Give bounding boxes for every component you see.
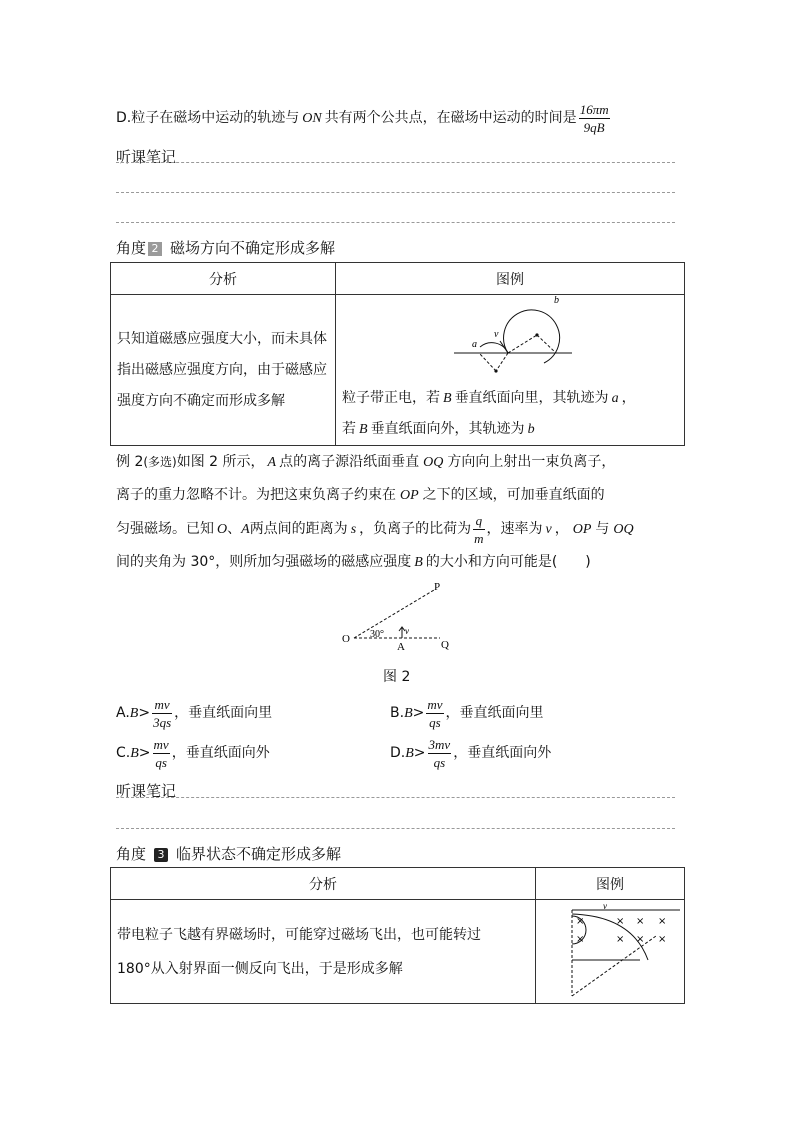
caption-text: 垂直纸面向里，其轨迹为 xyxy=(454,390,609,406)
text: 、 xyxy=(227,521,242,537)
option-d-numerator: 16πm xyxy=(579,101,609,117)
trajectory-figure xyxy=(446,295,676,379)
example-2-line-1 xyxy=(116,446,686,479)
label-b: b xyxy=(554,295,559,306)
section-3-title: 临界状态不确定形成多解 xyxy=(176,845,342,863)
analysis-line: 180°从入射界面一侧反向飞出，于是形成多解 xyxy=(117,960,403,977)
caption-text: 粒子带正电，若 xyxy=(342,390,440,406)
caption-text: 若 xyxy=(342,421,356,437)
text: 离子的重力忽略不计。为把这束负离子约束在 xyxy=(116,487,396,503)
label-a: a xyxy=(472,339,477,350)
option-fraction xyxy=(153,738,170,769)
section-3-col-analysis: 分析 xyxy=(111,868,536,900)
text: ，速率为 xyxy=(486,521,543,537)
option-direction: ，垂直纸面向里 xyxy=(174,705,273,721)
text: ， xyxy=(554,521,569,537)
notes-line xyxy=(116,192,675,193)
section-3-badge: 3 xyxy=(154,848,168,862)
denominator: qs xyxy=(433,754,446,770)
section-2-col-analysis: 分析 xyxy=(111,263,336,295)
option-b xyxy=(390,694,544,733)
option-direction: ，垂直纸面向外 xyxy=(453,745,552,761)
text: 匀强磁场。已知 xyxy=(116,521,214,537)
diagonal-dash xyxy=(572,936,656,996)
line-op xyxy=(354,590,434,638)
label-p: P xyxy=(434,581,441,593)
option-d-middle: 共有两个公共点，在磁场中运动的时间是 xyxy=(324,110,577,126)
option-d-denominator: 9qB xyxy=(583,119,605,135)
var: B xyxy=(405,746,414,761)
gt: > xyxy=(412,705,425,721)
option-a xyxy=(116,694,272,733)
text: 间的夹角为 30°，则所加匀强磁场的磁感应强度 xyxy=(116,554,412,570)
gt: > xyxy=(138,745,151,761)
notes-label-2: 听课笔记 xyxy=(116,782,177,800)
option-label: B. xyxy=(390,705,405,721)
caption-var-b-small: b xyxy=(527,422,535,437)
notes-line xyxy=(116,797,675,798)
section-2-title: 磁场方向不确定形成多解 xyxy=(170,239,336,257)
field-mark: × xyxy=(658,934,667,945)
radius-b-dash xyxy=(508,335,537,353)
var: s xyxy=(350,522,357,537)
var: O xyxy=(217,522,228,537)
numerator: 3mv xyxy=(428,736,451,752)
notes-line xyxy=(116,828,675,829)
label-v: v xyxy=(405,626,409,636)
option-direction: ，垂直纸面向外 xyxy=(171,745,270,761)
option-d xyxy=(390,734,551,773)
analysis-line: 带电粒子飞越有界磁场时，可能穿过磁场飞出，也可能转过 xyxy=(117,926,481,943)
example-2-line-2 xyxy=(116,479,686,512)
option-c xyxy=(116,734,270,773)
option-label: C. xyxy=(116,745,131,761)
var: B xyxy=(129,706,139,721)
section-3-prefix: 角度 xyxy=(116,845,147,863)
section-2-caption-1 xyxy=(342,383,678,414)
var: v xyxy=(545,522,552,537)
numerator: mv xyxy=(153,736,169,752)
var: OQ xyxy=(423,455,444,470)
option-fraction xyxy=(152,698,172,729)
option-label: A. xyxy=(116,705,130,721)
section-2-col-figure: 图例 xyxy=(336,263,685,295)
field-mark: × xyxy=(636,916,645,927)
field-mark: × xyxy=(658,916,667,927)
label-v: v xyxy=(603,901,607,911)
caption-comma: ， xyxy=(621,390,636,406)
label-q: Q xyxy=(441,639,449,651)
section-3-figure-cell xyxy=(536,900,685,1004)
trajectory-b xyxy=(504,310,560,363)
section-2-analysis-text: 只知道磁感应强度大小，而未具体指出磁感应强度方向，由于磁感应强度方向不确定而形成多解 xyxy=(117,330,327,409)
example-2-paragraph xyxy=(116,446,686,579)
charge-ratio-fraction xyxy=(473,514,484,545)
notes-line xyxy=(116,222,675,223)
label-v: v xyxy=(494,329,499,340)
text: 之下的区域，可加垂直纸面的 xyxy=(422,487,605,503)
denominator: qs xyxy=(429,714,441,730)
option-label: D. xyxy=(390,745,406,761)
text: 两点间的距离为 xyxy=(249,521,348,537)
center-b-dot xyxy=(535,333,538,336)
section-3-analysis-cell xyxy=(111,900,536,1004)
var: A xyxy=(267,455,277,470)
multi-select-tag: (多选) xyxy=(143,455,177,469)
option-d-prefix: D.粒子在磁场中运动的轨迹与 xyxy=(116,110,300,126)
numerator: q xyxy=(473,514,484,530)
section-2-figure-cell xyxy=(336,295,685,446)
section-2-table xyxy=(110,262,685,446)
var: A xyxy=(241,522,250,537)
option-d-fraction xyxy=(579,103,610,134)
section-3-heading xyxy=(116,843,341,864)
label-angle: 30° xyxy=(370,629,384,640)
var: OP xyxy=(400,488,419,503)
section-2-caption-2 xyxy=(342,414,678,445)
numerator: mv xyxy=(427,696,443,712)
example-label: 例 2 xyxy=(116,454,144,470)
numerator: mv xyxy=(152,698,172,714)
var: OP xyxy=(572,522,592,537)
field-mark: × xyxy=(616,916,625,927)
boundary-field-figure xyxy=(536,900,684,1000)
option-direction: ，垂直纸面向里 xyxy=(445,705,544,721)
gt: > xyxy=(138,705,151,721)
text: 的大小和方向可能是( ) xyxy=(425,554,591,570)
field-mark: × xyxy=(616,934,625,945)
section-2-badge: 2 xyxy=(148,242,162,256)
section-3-col-figure: 图例 xyxy=(536,868,685,900)
label-a: A xyxy=(397,641,405,653)
option-fraction xyxy=(428,738,452,769)
radius-b-dash xyxy=(537,335,556,353)
notes-line xyxy=(116,162,675,163)
radius-a-dash xyxy=(480,354,496,371)
var: B xyxy=(130,746,139,761)
text: 与 xyxy=(595,521,610,537)
field-mark: × xyxy=(576,916,585,927)
example-2-line-4 xyxy=(116,546,686,579)
example-2-line-3 xyxy=(116,512,686,546)
caption-var-b: B xyxy=(443,391,452,406)
option-d-line xyxy=(116,100,696,140)
option-d-on: ON xyxy=(302,111,322,126)
notes-label-1: 听课笔记 xyxy=(116,148,177,166)
text: ，负离子的比荷为 xyxy=(359,521,472,537)
label-o: O xyxy=(342,633,350,645)
field-mark: × xyxy=(636,934,645,945)
caption-var-b: B xyxy=(359,422,368,437)
denominator: m xyxy=(474,530,484,546)
text: 方向向上射出一束负离子， xyxy=(447,454,616,470)
caption-text: 垂直纸面向外，其轨迹为 xyxy=(370,421,525,437)
center-a-dot xyxy=(494,369,497,372)
denominator: qs xyxy=(155,754,167,770)
text: 点的离子源沿纸面垂直 xyxy=(279,454,420,470)
figure-2-diagram xyxy=(340,582,480,652)
radius-a-dash xyxy=(496,353,508,371)
var: B xyxy=(404,706,413,721)
figure-2-caption: 图 2 xyxy=(383,669,411,685)
caption-var-a: a xyxy=(611,391,619,406)
option-fraction xyxy=(426,698,443,729)
var: OQ xyxy=(613,522,634,537)
var: B xyxy=(414,555,423,570)
field-mark: × xyxy=(576,934,585,945)
text: 如图 2 所示， xyxy=(176,454,265,470)
section-2-analysis-cell xyxy=(111,295,336,446)
denominator: 3qs xyxy=(153,714,172,730)
section-2-heading xyxy=(116,237,335,258)
section-3-table xyxy=(110,867,685,1004)
section-2-prefix: 角度 xyxy=(116,239,147,257)
gt: > xyxy=(413,745,426,761)
